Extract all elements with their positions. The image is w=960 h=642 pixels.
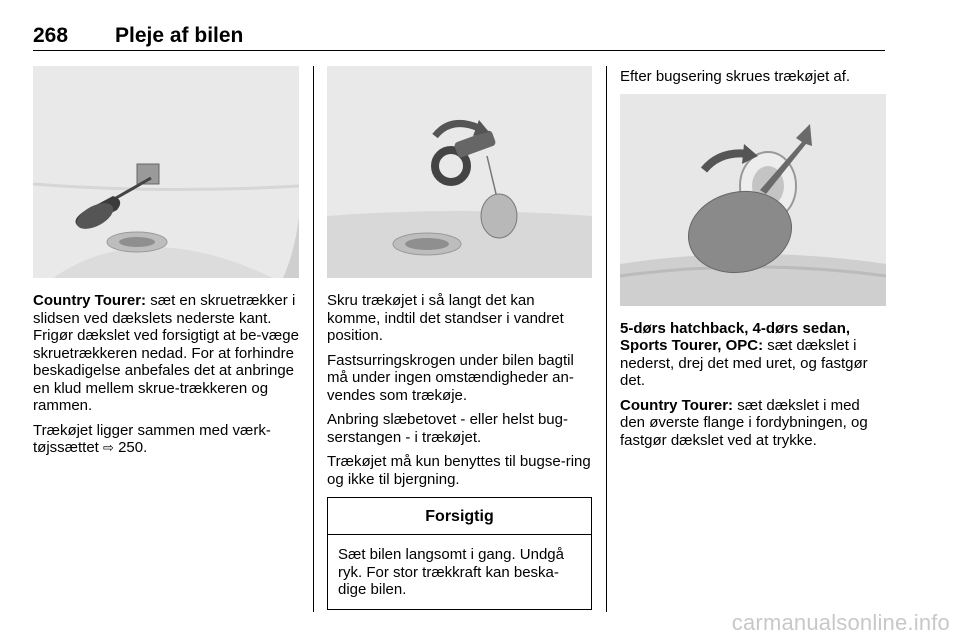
caution-text: Sæt bilen langsomt i gang. Undgå ryk. For stor trækkraft kan beska-dige bilen. [338,546,564,598]
model-label: 5-dørs hatchback, 4-dørs sedan, Sports Tourer, OPC: [620,319,851,354]
paragraph: Trækøjet ligger sammen med værk-tøjssættet ⇨ 250. [33,421,271,456]
page-header [33,20,885,51]
paragraph: Country Tourer: sæt dækslet i med den øverste flange i fordybningen, og fastgør dækslet ved at trykke. [620,396,868,449]
paragraph: 5-dørs hatchback, 4-dørs sedan, Sports Tourer, OPC: sæt dækslet i nederst, drej det med uret, og fastgør det. [620,319,868,389]
paragraph: Skru trækøjet i så langt det kan komme, indtil det standser i vandret position. [327,292,564,344]
column-3 [620,66,886,456]
section-title: Pleje af bilen [115,24,244,47]
model-label: Country Tourer: [620,396,734,414]
column-divider [606,66,607,612]
cover-refit-illustration [620,94,886,306]
paragraph: Efter bugsering skrues trækøjet af. [620,68,851,85]
towing-eye-illustration [327,66,592,278]
model-label: Country Tourer: [33,292,147,309]
paragraph: Fastsurringskrogen under bilen bagtil må under ingen omstændigheder an-vendes som trækøje. [327,351,574,404]
watermark: carmanualsonline.info [731,610,950,635]
column-2 [327,66,592,610]
column-1 [33,66,299,464]
paragraph: Trækøjet må kun benyttes til bugse-ring og ikke til bjergning. [327,453,591,488]
screwdriver-cover-illustration [33,66,299,278]
paragraph: Country Tourer: sæt en skruetrækker i slidsen ved dækslets nederste kant. Frigør dækslet ved forsigtigt at be-væge skruetrækkeren nedad. For at forhindre beskadigelse anbefales det at anbringe en klud mellem skrue-trækkeren og rammen. [33,292,299,414]
caution-box [327,497,592,610]
page-number: 268 [33,24,69,47]
column-divider [313,66,314,612]
caution-title: Forsigtig [328,498,591,535]
paragraph: Anbring slæbetovet - eller helst bug-serstangen - i trækøjet. [327,411,568,446]
arrow-reference-icon: ⇨ [103,440,114,455]
